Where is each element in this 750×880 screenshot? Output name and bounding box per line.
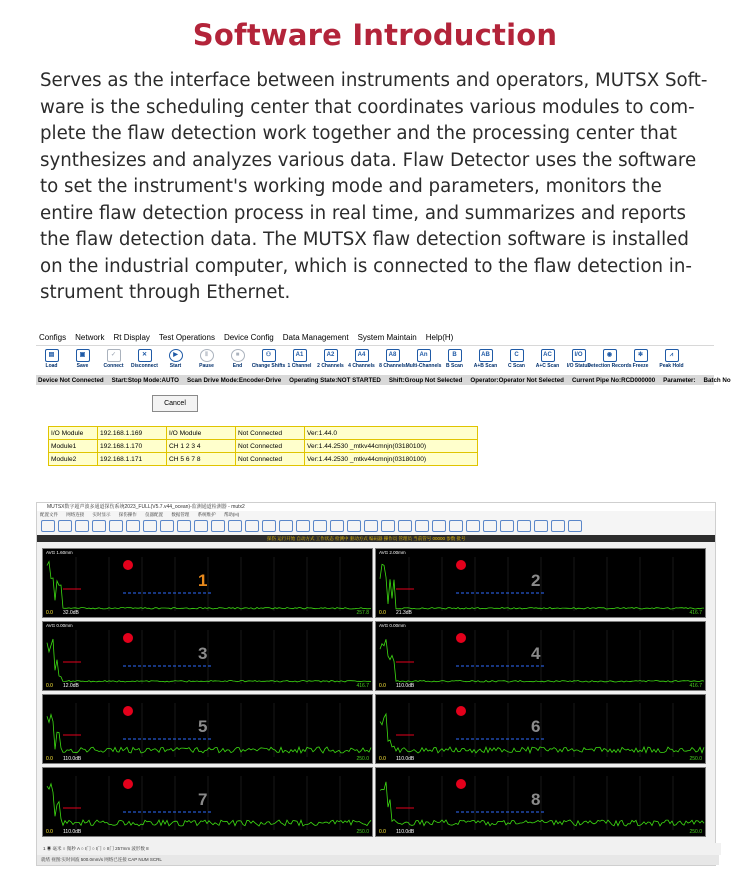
signal-trace — [380, 639, 704, 682]
window-title: MUTSX数字超声波多通道探伤系统2023_FULL(V5.7.v44_ocean)-监测通道检测器 - mutx2 — [37, 503, 715, 511]
range-start: 0.0 — [46, 683, 53, 689]
toolbar-cn-button[interactable] — [568, 520, 582, 532]
menu-item[interactable]: 仪器配置 — [145, 512, 164, 517]
range-start: 0.0 — [46, 829, 53, 835]
gain-value: 110.0dB — [396, 829, 415, 835]
waveform — [376, 695, 707, 765]
toolbar-button[interactable] — [160, 349, 191, 375]
toolbar-cn-button[interactable] — [534, 520, 548, 532]
table-cell: CH 5 6 7 8 — [167, 453, 236, 466]
range-end: 250.0 — [356, 756, 369, 762]
toolbar-cn-button[interactable] — [517, 520, 531, 532]
toolbar-button-label: C Scan — [508, 363, 525, 369]
save-icon: ▣ — [76, 349, 90, 362]
toolbar-button[interactable] — [36, 349, 67, 375]
toolbar-button[interactable] — [501, 349, 532, 375]
toolbar-cn-button[interactable] — [296, 520, 310, 532]
table-row — [49, 427, 478, 440]
signal-trace — [47, 562, 371, 609]
channel-panel[interactable] — [375, 694, 706, 764]
toolbar-button-label: A+C Scan — [535, 363, 560, 369]
intro-line: Serves as the interface between instruments and operators, MUTSX Soft- — [40, 70, 708, 91]
alarm-indicator — [456, 560, 466, 570]
channel-number: 4 — [531, 644, 541, 663]
peak-hold-icon: ⩘ — [665, 349, 679, 362]
software-screenshot-main — [36, 330, 731, 478]
alarm-indicator — [123, 560, 133, 570]
menu-device-config[interactable]: Device Config — [223, 333, 274, 342]
toolbar-cn-button[interactable] — [330, 520, 344, 532]
range-end: 250.0 — [689, 756, 702, 762]
status-batch-no: Batch No — [703, 376, 731, 384]
gain-value: 110.0dB — [396, 756, 415, 762]
menu-item[interactable]: 网络连接 — [66, 512, 85, 517]
change-shifts-icon: ⚇ — [262, 349, 276, 362]
waveform — [376, 549, 707, 619]
toolbar-cn-button[interactable] — [143, 520, 157, 532]
toolbar-cn-button[interactable] — [313, 520, 327, 532]
intro-line: on the industrial computer, which is connected to the flaw detection in- — [40, 255, 692, 277]
freeze-icon: ✻ — [634, 349, 648, 362]
status-bar — [36, 375, 731, 385]
gain-value: 21.3dB — [396, 610, 412, 616]
toolbar-button[interactable] — [129, 349, 160, 375]
software-screenshot-channels — [36, 502, 716, 866]
channel-panel[interactable] — [42, 548, 373, 618]
channel-number: 6 — [531, 717, 541, 736]
menu-item[interactable]: 系统维护 — [197, 512, 216, 517]
table-cell: 192.168.1.170 — [98, 440, 167, 453]
table-cell: Ver:1.44.2530 _mtkv44cmnjn(03180100) — [305, 440, 478, 453]
toolbar-cn-button[interactable] — [211, 520, 225, 532]
menu-system-maintain[interactable]: System Maintain — [357, 333, 417, 342]
toolbar-cn-button[interactable] — [109, 520, 123, 532]
menu-help[interactable]: Help(H) — [425, 333, 454, 342]
range-start: 0.0 — [379, 610, 386, 616]
status-parameter: Parameter: — [663, 376, 696, 384]
status-start-mode: Start:Stop Mode:AUTO — [111, 376, 179, 384]
toolbar-button-label: Load — [45, 363, 58, 369]
toolbar-cn-button[interactable] — [432, 520, 446, 532]
io-status-icon: I/O — [572, 349, 586, 362]
gain-value: 32.0dB — [63, 610, 79, 616]
menu-data-management[interactable]: Data Management — [282, 333, 349, 342]
menu-network[interactable]: Network — [75, 333, 105, 342]
table-cell: Not Connected — [236, 427, 305, 440]
channel-readout: AVG 0.00mm — [46, 623, 73, 628]
one-channel-icon: A1 — [293, 349, 307, 362]
toolbar-button-label: B Scan — [446, 363, 463, 369]
gain-value: 110.0dB — [63, 756, 82, 762]
intro-line: strument through Ethernet. — [40, 282, 291, 303]
io-module-table — [48, 426, 478, 466]
toolbar-button-label: A+B Scan — [473, 363, 498, 369]
gain-value: 12.0dB — [63, 683, 79, 689]
signal-trace — [380, 782, 704, 826]
toolbar-cn-button[interactable] — [58, 520, 72, 532]
menu-item[interactable]: 数据管理 — [171, 512, 190, 517]
toolbar-cn-button[interactable] — [347, 520, 361, 532]
toolbar-cn-button[interactable] — [500, 520, 514, 532]
signal-trace — [47, 639, 371, 682]
menu-bar-cn — [37, 511, 715, 518]
range-end: 416.7 — [689, 683, 702, 689]
four-channels-icon: A4 — [355, 349, 369, 362]
toolbar-cn-button[interactable] — [364, 520, 378, 532]
toolbar-button[interactable] — [191, 349, 222, 375]
waveform — [43, 622, 374, 692]
toolbar-button-label: 2 Channels — [317, 363, 344, 369]
menu-test-operations[interactable]: Test Operations — [158, 333, 215, 342]
toolbar-button-label: Disconnect — [131, 363, 158, 369]
status-pipe-no: Current Pipe No:RCD000000 — [571, 376, 656, 384]
toolbar-button[interactable] — [405, 349, 442, 375]
intro-line: synthesizes and analyzes various data. Flaw Detector uses the software — [40, 149, 697, 171]
menu-bar — [36, 330, 714, 346]
waveform — [43, 695, 374, 765]
toolbar-cn-button[interactable] — [415, 520, 429, 532]
footer-status: 就绪 视图:实时回波 500.0mm/s 网络已连接 CAP NUM SCRL — [37, 855, 719, 865]
toolbar-cn-button[interactable] — [228, 520, 242, 532]
toolbar-cn-button[interactable] — [551, 520, 565, 532]
toolbar-cn-button[interactable] — [245, 520, 259, 532]
channel-grid — [42, 548, 708, 838]
range-end: 250.0 — [689, 829, 702, 835]
intro-line: plete the flaw detection work together and the processing center that — [40, 123, 677, 144]
toolbar-button-label: 1 Channel — [287, 363, 312, 369]
range-end: 250.0 — [356, 829, 369, 835]
signal-trace — [380, 714, 704, 753]
a-b-scan-icon: AB — [479, 349, 493, 362]
toolbar-button[interactable] — [656, 349, 687, 375]
alarm-indicator — [456, 633, 466, 643]
range-start: 0.0 — [46, 610, 53, 616]
table-cell: Module1 — [49, 440, 98, 453]
toolbar-cn-button[interactable] — [126, 520, 140, 532]
table-cell: I/O Module — [49, 427, 98, 440]
channel-panel[interactable] — [375, 767, 706, 837]
toolbar-button[interactable] — [563, 349, 594, 375]
toolbar-button[interactable] — [67, 349, 98, 375]
page-title: Software Introduction — [192, 18, 558, 52]
toolbar-button[interactable] — [377, 349, 408, 375]
toolbar-cn-button[interactable] — [194, 520, 208, 532]
toolbar-button-label: Change Shifts — [251, 363, 286, 369]
b-scan-icon: B — [448, 349, 462, 362]
table-row — [49, 440, 478, 453]
toolbar-button-label: End — [232, 363, 243, 369]
toolbar-button-label: Multi-Channels — [405, 363, 442, 369]
a-c-scan-icon: AC — [541, 349, 555, 362]
menu-item[interactable]: 探伤操作 — [118, 512, 137, 517]
menu-item[interactable]: 帮助(H) — [223, 512, 240, 517]
toolbar-button[interactable] — [532, 349, 563, 375]
menu-configs[interactable]: Configs — [39, 333, 67, 342]
toolbar-button-label: Start — [169, 363, 182, 369]
multi-channels-icon: An — [417, 349, 431, 362]
detection-records-icon: ◉ — [603, 349, 617, 362]
status-operating-state: Operating State:NOT STARTED — [289, 376, 381, 384]
channel-readout: AVG 2.00mm — [379, 550, 406, 555]
menu-item[interactable]: 配置文件 — [40, 512, 58, 517]
alarm-indicator — [456, 779, 466, 789]
toolbar-button-label: Peak Hold — [659, 363, 684, 369]
toolbar-button[interactable] — [439, 349, 470, 375]
channel-number: 3 — [198, 644, 208, 663]
alarm-indicator — [123, 779, 133, 789]
toolbar-cn — [37, 518, 715, 535]
toolbar-button-label: Freeze — [632, 363, 649, 369]
pause-icon: Ⅱ — [200, 349, 214, 362]
toolbar-cn-button[interactable] — [398, 520, 412, 532]
intro-line: the flaw detection data. The MUTSX flaw detection software is installed — [40, 229, 689, 250]
toolbar-cn-button[interactable] — [381, 520, 395, 532]
table-cell: 192.168.1.169 — [98, 427, 167, 440]
channel-number: 1 — [198, 571, 208, 590]
range-start: 0.0 — [46, 756, 53, 762]
menu-item[interactable]: 实时显示 — [92, 512, 111, 517]
cancel-button[interactable]: Cancel — [152, 395, 198, 412]
toolbar-button-label: Pause — [199, 363, 214, 369]
intro-paragraph — [40, 68, 712, 307]
toolbar-button-label: Connect — [103, 363, 124, 369]
status-scan-drive: Scan Drive Mode:Encoder-Drive — [186, 376, 282, 384]
signal-trace — [380, 564, 704, 609]
toolbar-button-label: Save — [76, 363, 89, 369]
range-start: 0.0 — [379, 829, 386, 835]
channel-panel[interactable] — [42, 694, 373, 764]
table-cell: I/O Module — [167, 427, 236, 440]
range-end: 257.8 — [356, 610, 369, 616]
channel-number: 5 — [198, 717, 208, 736]
toolbar-button-label: I/O Status — [566, 363, 591, 369]
channel-panel[interactable] — [375, 548, 706, 618]
toolbar-cn-button[interactable] — [177, 520, 191, 532]
two-channels-icon: A2 — [324, 349, 338, 362]
alarm-indicator — [123, 633, 133, 643]
channel-panel[interactable] — [375, 621, 706, 691]
toolbar-button[interactable] — [253, 349, 284, 375]
range-end: 416.7 — [356, 683, 369, 689]
channel-panel[interactable] — [42, 767, 373, 837]
toolbar — [36, 346, 714, 375]
table-cell: Module2 — [49, 453, 98, 466]
toolbar-button-label: 8 Channels — [379, 363, 406, 369]
table-row — [49, 453, 478, 466]
table-cell: Not Connected — [236, 453, 305, 466]
range-start: 0.0 — [379, 683, 386, 689]
c-scan-icon: C — [510, 349, 524, 362]
channel-readout: AVG 0.00mm — [379, 623, 406, 628]
table-cell: CH 1 2 3 4 — [167, 440, 236, 453]
toolbar-button[interactable] — [587, 349, 632, 375]
toolbar-cn-button[interactable] — [160, 520, 174, 532]
toolbar-button[interactable] — [315, 349, 346, 375]
channel-number: 8 — [531, 790, 541, 809]
toolbar-cn-button[interactable] — [92, 520, 106, 532]
toolbar-cn-button[interactable] — [262, 520, 276, 532]
channel-panel[interactable] — [42, 621, 373, 691]
eight-channels-icon: A8 — [386, 349, 400, 362]
channel-readout: AVG 1.60mm — [46, 550, 73, 555]
toolbar-cn-button[interactable] — [466, 520, 480, 532]
waveform — [376, 622, 707, 692]
range-start: 0.0 — [379, 756, 386, 762]
toolbar-cn-button[interactable] — [279, 520, 293, 532]
load-icon: ▤ — [45, 349, 59, 362]
menu-rt-display[interactable]: Rt Display — [113, 333, 150, 342]
toolbar-button[interactable] — [625, 349, 656, 375]
channel-number: 7 — [198, 790, 208, 809]
table-cell: Ver:1.44.2530 _mtkv44cmnjn(03180100) — [305, 453, 478, 466]
toolbar-cn-button[interactable] — [41, 520, 55, 532]
waveform — [43, 549, 374, 619]
waveform — [376, 768, 707, 838]
end-icon: ■ — [231, 349, 245, 362]
channel-number: 2 — [531, 571, 541, 590]
table-cell: 192.168.1.171 — [98, 453, 167, 466]
toolbar-button[interactable] — [222, 349, 253, 375]
toolbar-cn-button[interactable] — [449, 520, 463, 532]
gain-value: 110.0dB — [63, 829, 82, 835]
gain-value: 110.0dB — [396, 683, 415, 689]
disconnect-icon: ✕ — [138, 349, 152, 362]
waveform — [43, 768, 374, 838]
status-shift: Shift:Group Not Selected — [388, 376, 463, 384]
toolbar-button-label: 4 Channels — [348, 363, 375, 369]
signal-trace — [47, 715, 371, 754]
toolbar-cn-button[interactable] — [75, 520, 89, 532]
toolbar-button-label: Detection Records — [587, 363, 632, 369]
status-device: Device Not Connected — [38, 376, 104, 384]
intro-line: entire flaw detection process in real time, and summarizes and reports — [40, 202, 686, 224]
toolbar-button[interactable] — [470, 349, 501, 375]
start-icon: ▶ — [169, 349, 183, 362]
control-bar: 1 ◉ 毫米 ○ 微秒 A ○ I门 ○ I门 ○ II门 257mm 波形数 8 — [37, 843, 721, 855]
intro-line: to set the instrument's working mode and parameters, monitors the — [40, 176, 662, 197]
table-cell: Not Connected — [236, 440, 305, 453]
table-cell: Ver:1.44.0 — [305, 427, 478, 440]
status-operator: Operator:Operator Not Selected — [470, 376, 564, 384]
alarm-indicator — [456, 706, 466, 716]
toolbar-button[interactable] — [346, 349, 377, 375]
intro-line: ware is the scheduling center that coordinates various modules to com- — [40, 96, 695, 118]
alarm-indicator — [123, 706, 133, 716]
range-end: 416.7 — [689, 610, 702, 616]
connect-icon: ✓ — [107, 349, 121, 362]
status-bar-cn: 探伤 运行开始 自动方式 工作状态 检测中 驱动方式 编码器 操作员 管理员 当前管号 00000 参数 批号 — [37, 535, 715, 542]
toolbar-button[interactable] — [284, 349, 315, 375]
signal-trace — [47, 784, 371, 826]
toolbar-cn-button[interactable] — [483, 520, 497, 532]
toolbar-button[interactable] — [98, 349, 129, 375]
